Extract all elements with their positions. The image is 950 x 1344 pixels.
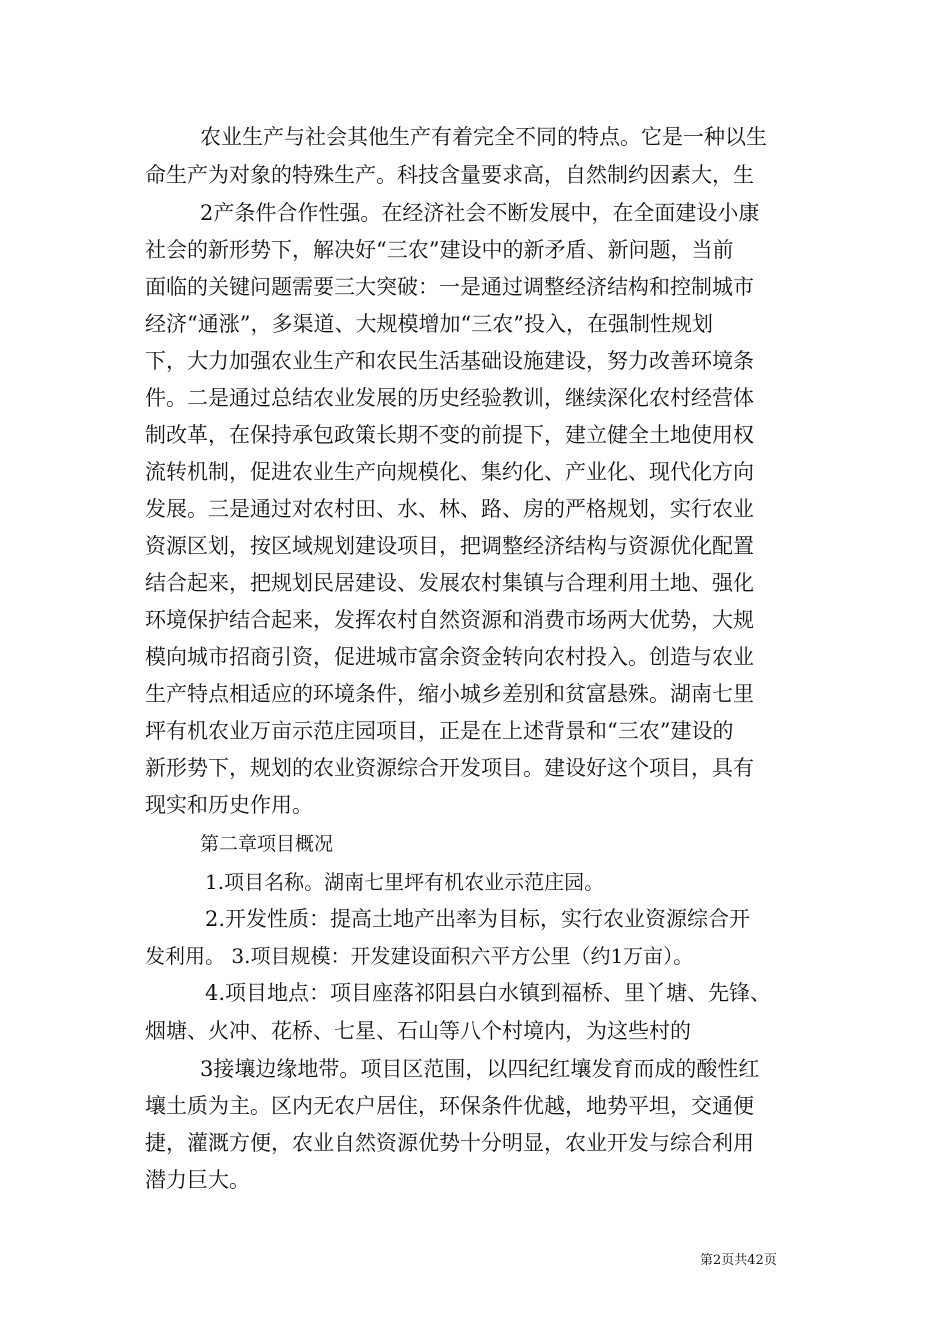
- page-number: 第2页共42页: [700, 1253, 777, 1268]
- text-line: 发利用。 3.项目规模：开发建设面积六平方公里（约1万亩）。: [145, 944, 694, 968]
- text-line: 生产特点相适应的环境条件，缩小城乡差别和贫富悬殊。湖南七里: [145, 682, 754, 706]
- text-line: 流转机制，促进农业生产向规模化、集约化、产业化、现代化方向: [145, 460, 754, 484]
- text-line: 壤土质为主。区内无农户居住，环保条件优越，地势平坦，交通便: [145, 1094, 754, 1118]
- text-line: 命生产为对象的特殊生产。科技含量要求高，自然制约因素大，生: [145, 163, 754, 187]
- chapter-heading: 第二章项目概况: [200, 833, 334, 855]
- text-line: 烟塘、火冲、花桥、七星、石山等八个村境内，为这些村的: [145, 1019, 691, 1043]
- text-line: 3接壤边缘地带。项目区范围，以四纪红壤发育而成的酸性红: [200, 1057, 760, 1081]
- text-line: 下，大力加强农业生产和农民生活基础设施建设，努力改善环境条: [145, 349, 754, 373]
- text-line: 新形势下，规划的农业资源综合开发项目。建设好这个项目，具有: [145, 756, 754, 780]
- text-line: 社会的新形势下，解决好“三农”建设中的新矛盾、新问题，当前: [145, 238, 734, 262]
- text-line: 2.开发性质：提高土地产出率为目标，实行农业资源综合开: [205, 907, 751, 931]
- text-line: 捷，灌溉方便，农业自然资源优势十分明显，农业开发与综合利用: [145, 1131, 754, 1155]
- text-line: 农业生产与社会其他生产有着完全不同的特点。它是一种以生: [200, 125, 767, 149]
- text-line: 件。二是通过总结农业发展的历史经验教训，继续深化农村经营体: [145, 386, 754, 410]
- text-line: 2产条件合作性强。在经济社会不断发展中，在全面建设小康: [200, 201, 760, 225]
- text-line: 潜力巨大。: [145, 1168, 250, 1192]
- text-line: 现实和历史作用。: [145, 793, 313, 817]
- text-line: 制改革，在保持承包政策长期不变的前提下，建立健全土地使用权: [145, 423, 754, 447]
- text-line: 1.项目名称。湖南七里坪有机农业示范庄园。: [205, 870, 605, 894]
- text-line: 模向城市招商引资，促进城市富余资金转向农村投入。创造与农业: [145, 645, 754, 669]
- text-line: 环境保护结合起来，发挥农村自然资源和消费市场两大优势，大规: [145, 608, 754, 632]
- text-line: 发展。三是通过对农村田、水、林、路、房的严格规划，实行农业: [145, 497, 754, 521]
- text-line: 坪有机农业万亩示范庄园项目，正是在上述背景和“三农”建设的: [145, 719, 734, 743]
- text-line: 资源区划，按区域规划建设项目，把调整经济结构与资源优化配置: [145, 534, 754, 558]
- text-line: 经济“通涨”，多渠道、大规模增加“三农”投入，在强制性规划: [145, 312, 713, 336]
- text-line: 4.项目地点：项目座落祁阳县白水镇到福桥、里丫塘、先锋、: [205, 981, 772, 1005]
- text-line: 面临的关键问题需要三大突破：一是通过调整经济结构和控制城市: [145, 275, 754, 299]
- text-line: 结合起来，把规划民居建设、发展农村集镇与合理利用土地、强化: [145, 571, 754, 595]
